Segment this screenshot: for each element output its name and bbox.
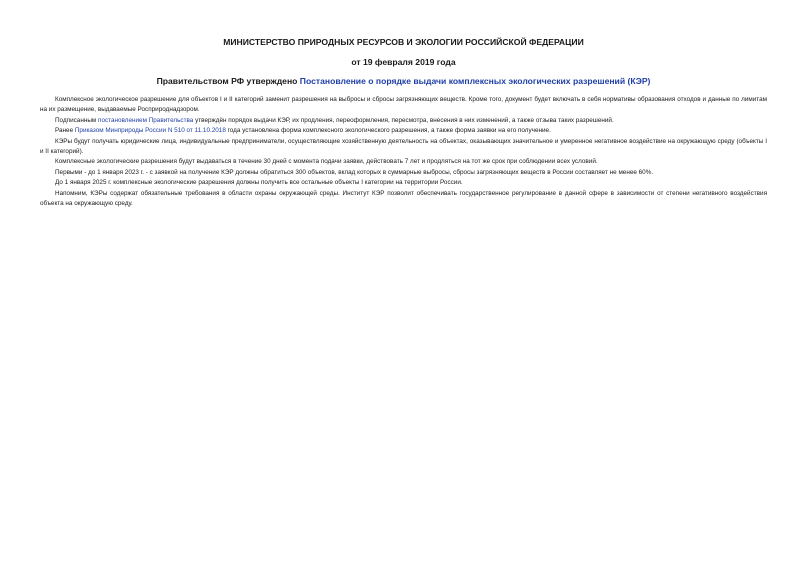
- paragraph-1: Комплексное экологическое разрешение для объектов I и II категорий заменит разрешения на выбросы и сбросы загрязняющих веществ. Кроме того, документ будет включать в себя нормативы образования отходов и данные по лимитам на их размещение, выдаваемые Росприроднадзором.: [40, 96, 767, 114]
- paragraph-3-start: Ранее: [55, 127, 75, 135]
- paragraph-2: [40, 116, 767, 126]
- paragraph-8: Напомним, КЭРы содержат обязательные требования в области охраны окружающей среды. Институт КЭР позволит обеспечивать государственное регулирование в данной сфере в зависимости от степени негативного воздействия объекта на окружающую среду.: [40, 189, 767, 208]
- government-resolution-link[interactable]: постановлением Правительства: [98, 116, 194, 124]
- title-prefix: Правительством РФ утверждено: [156, 76, 300, 86]
- document-date: от 19 февраля 2019 года: [351, 57, 456, 67]
- paragraph-5: Комплексные экологические разрешения будут выдаваться в течение 30 дней с момента подачи заявки, действовать 7 лет и продляться на тот же срок при соблюдении всех условий.: [55, 158, 598, 166]
- paragraph-3: [40, 126, 767, 136]
- document-title: [0, 76, 807, 87]
- paragraph-2-end: утверждён порядок выдачи КЭР, их продления, переоформления, пересмотра, внесения в них изменений, а также отзыва таких разрешений.: [193, 116, 614, 124]
- paragraph-7: До 1 января 2025 г. комплексные экологические разрешения должны получить все остальные объекты I категории на территории России.: [55, 179, 463, 187]
- paragraph-2-start: Подписанным: [55, 116, 99, 124]
- paragraph-3-end: года установлена форма комплексного экологического разрешения, а также форма заявки на его получение.: [225, 127, 551, 135]
- ministry-heading: МИНИСТЕРСТВО ПРИРОДНЫХ РЕСУРСОВ И ЭКОЛОГИИ РОССИЙСКОЙ ФЕДЕРАЦИИ: [223, 37, 584, 47]
- resolution-link[interactable]: Постановление о порядке выдачи комплексных экологических разрешений (КЭР): [299, 76, 651, 86]
- document-body: [40, 95, 767, 209]
- paragraph-6: Первыми - до 1 января 2023 г. - с заявкой на получение КЭР должны обратиться 300 объектов, вклад которых в суммарные выбросы, сбросы загрязняющих веществ в России составляет не менее 60%.: [55, 168, 654, 176]
- ministry-order-link[interactable]: Приказом Минприроды России N 510 от 11.10.2018: [74, 127, 226, 135]
- paragraph-4: КЭРы будут получать юридические лица, индивидуальные предприниматели, осуществляющие хозяйственную деятельность на объектах, оказывающих значительное и умеренное негативное воздействие на окружающую среду (объекты I и II категорий).: [40, 137, 767, 156]
